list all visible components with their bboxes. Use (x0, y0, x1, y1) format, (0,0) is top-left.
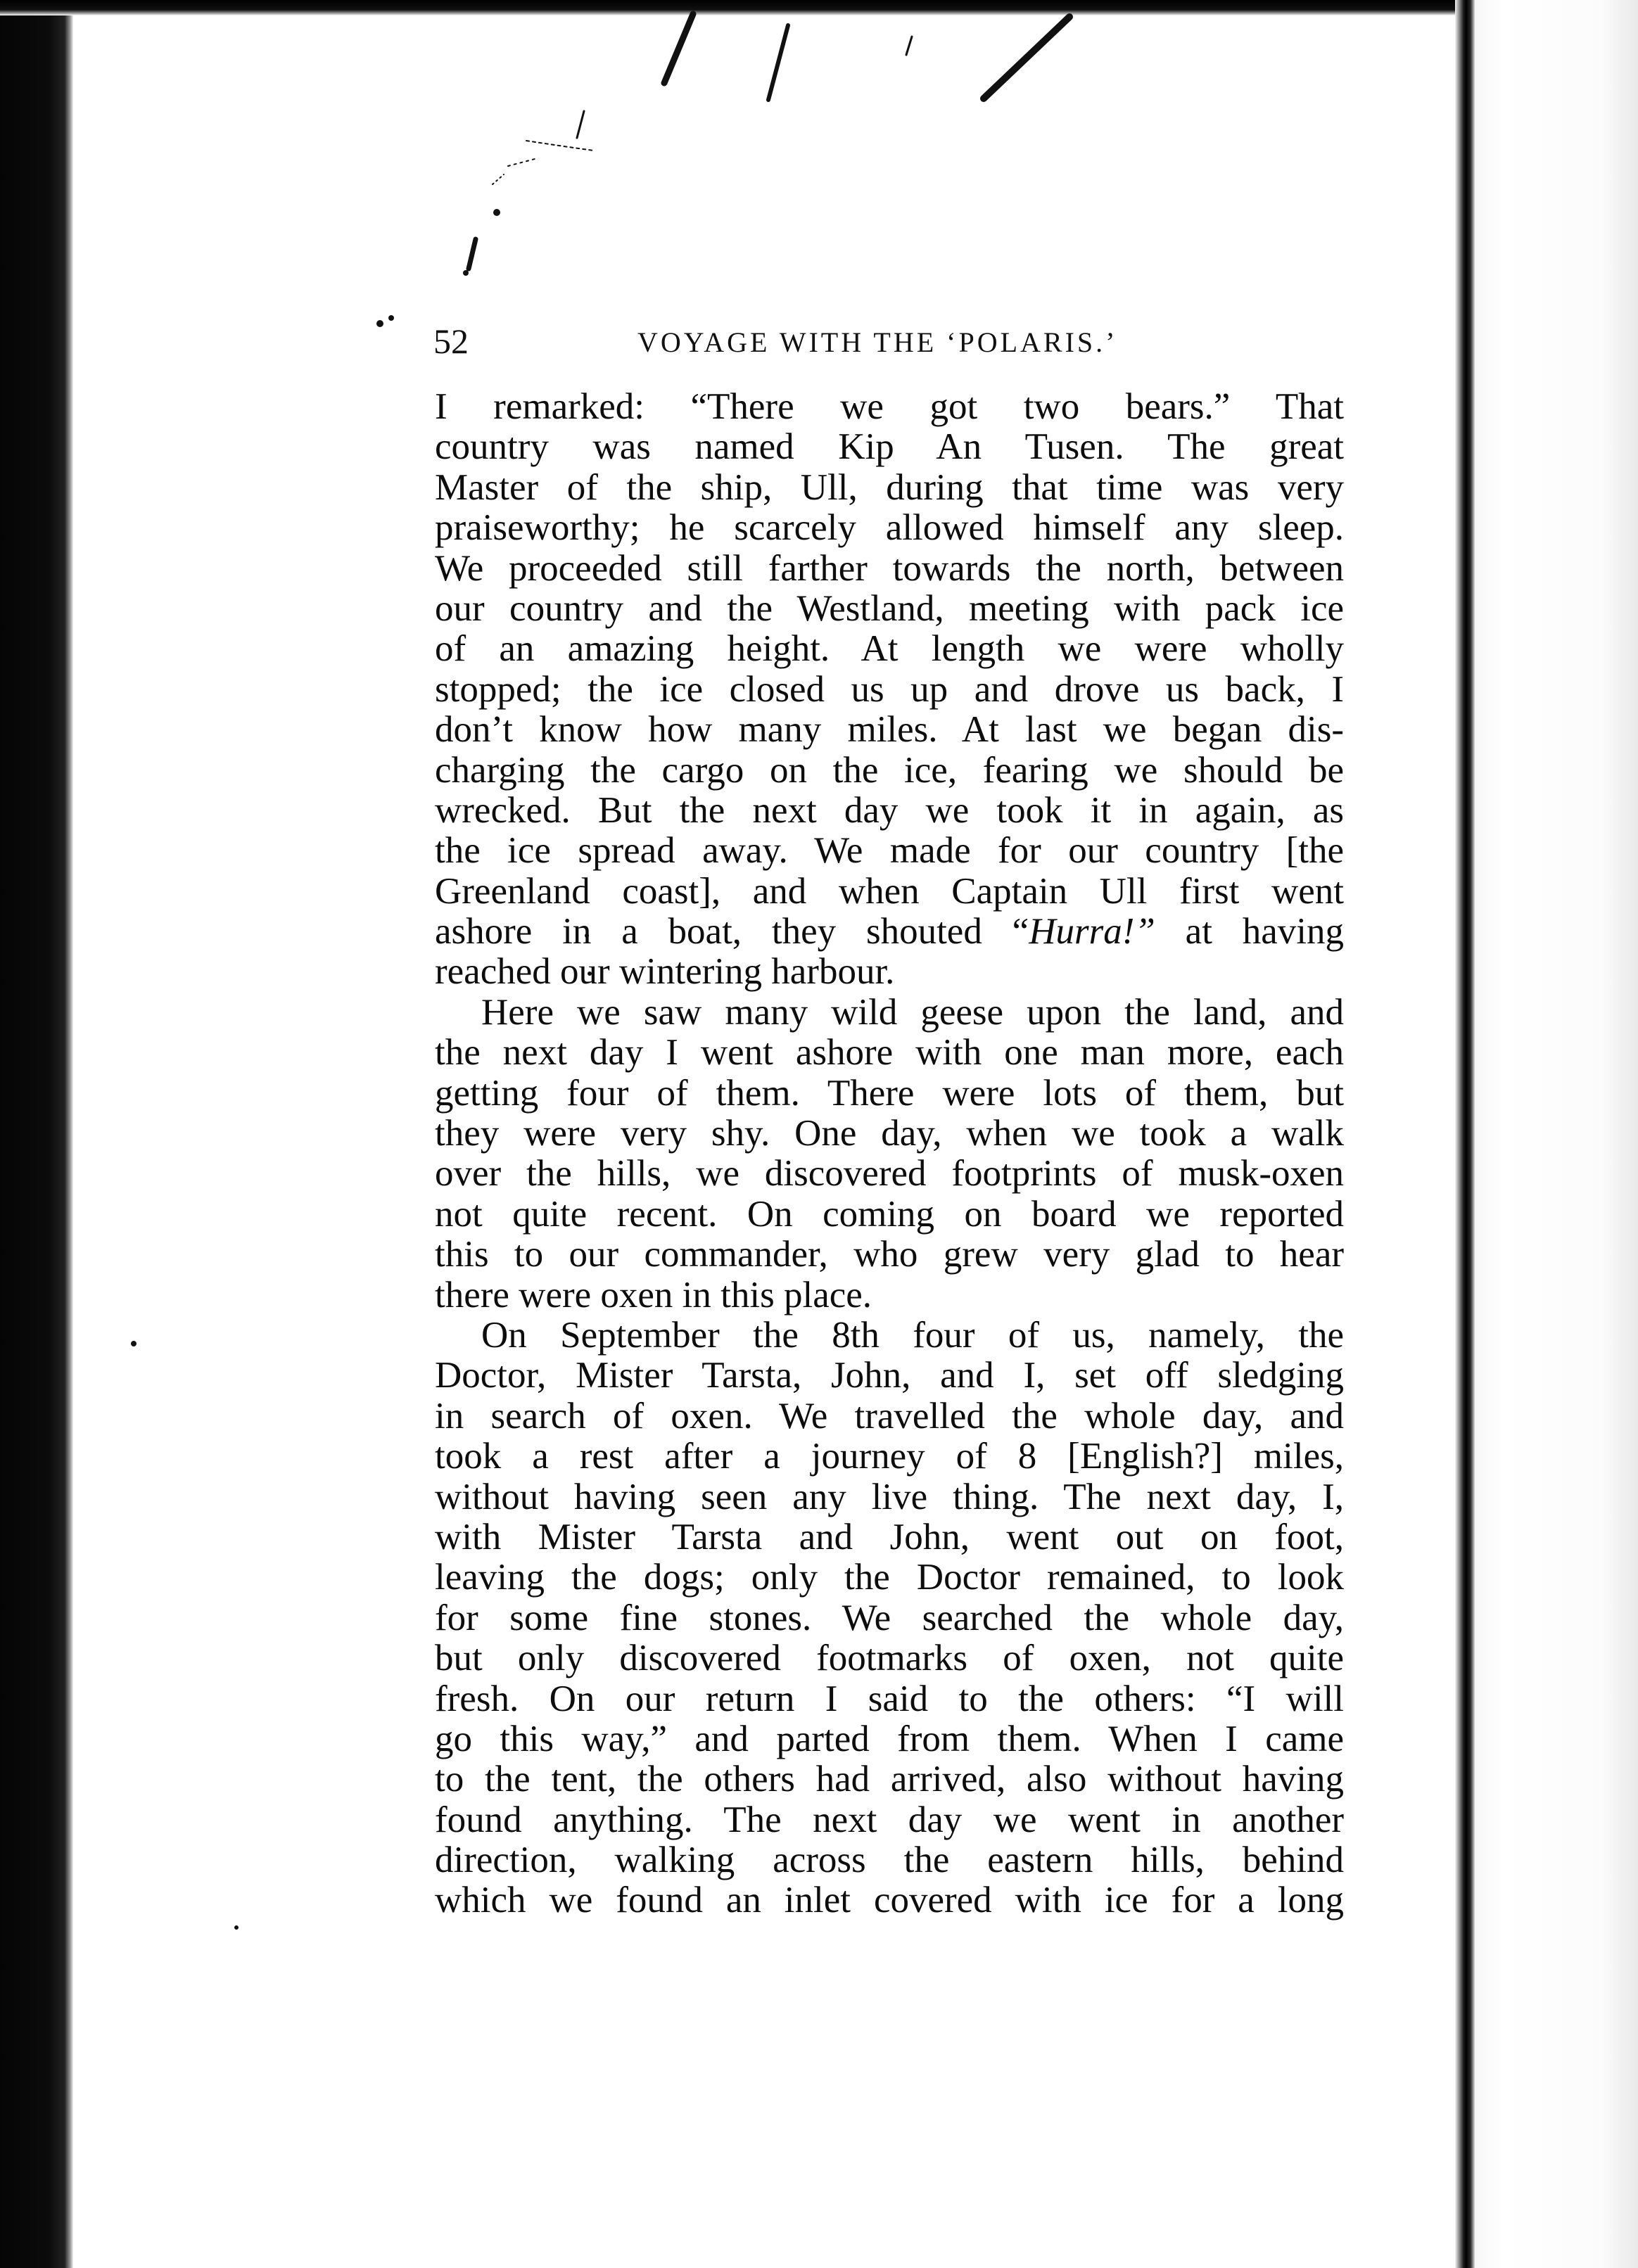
text-line: not quite recent. On coming on board we reported (435, 1194, 1344, 1235)
text-line: for some fine stones. We searched the whole day, (435, 1598, 1344, 1638)
body-text (435, 387, 1344, 1921)
text-line: don’t know how many miles. At last we began dis- (435, 710, 1344, 751)
text-line: stopped; the ice closed us up and drove us back, I (435, 669, 1344, 710)
text-line: leaving the dogs; only the Doctor remained, to look (435, 1557, 1344, 1598)
text-line: charging the cargo on the ice, fearing we should be (435, 750, 1344, 791)
text-line-with-italic (435, 912, 1344, 952)
text-line: getting four of them. There were lots of them, but (435, 1073, 1344, 1114)
text-line: which we found an inlet covered with ice for a long (435, 1880, 1344, 1921)
text-line: go this way,” and parted from them. When I came (435, 1719, 1344, 1759)
text-line: Greenland coast], and when Captain Ull first went (435, 871, 1344, 912)
text-line: praiseworthy; he scarcely allowed himself any sleep. (435, 508, 1344, 549)
italic-exclamation: Hurra!” (1029, 912, 1155, 953)
text-line: with Mister Tarsta and John, went out on foot, (435, 1517, 1344, 1557)
text-line: wrecked. But the next day we took it in again, as (435, 790, 1344, 831)
text-line: country was named Kip An Tusen. The great (435, 427, 1344, 468)
text-line: there were oxen in this place. (435, 1275, 872, 1315)
text-line: reached our wintering harbour. (435, 952, 895, 993)
text-line: our country and the Westland, meeting with pack ice (435, 588, 1344, 629)
text-line: but only discovered footmarks of oxen, not quite (435, 1638, 1344, 1679)
text-line: Master of the ship, Ull, during that time was very (435, 467, 1344, 508)
text-segment: at having (1155, 912, 1344, 953)
text-line: found anything. The next day we went in another (435, 1799, 1344, 1840)
running-head (433, 317, 1341, 366)
text-line: Doctor, Mister Tarsta, John, and I, set off sledging (435, 1356, 1344, 1396)
text-line: direction, walking across the eastern hills, behind (435, 1840, 1344, 1881)
text-line: the ice spread away. We made for our country [the (435, 831, 1344, 872)
text-line: of an amazing height. At length we were wholly (435, 629, 1344, 670)
text-line: the next day I went ashore with one man more, each (435, 1033, 1344, 1074)
running-title: VOYAGE WITH THE ‘POLARIS.’ (637, 326, 1118, 358)
paragraph-first-line: Here we saw many wild geese upon the land, and (481, 992, 1344, 1033)
text-line: this to our commander, who grew very glad to hear (435, 1235, 1344, 1275)
text-line: over the hills, we discovered footprints of musk-oxen (435, 1154, 1344, 1194)
text-line: to the tent, the others had arrived, also without having (435, 1759, 1344, 1800)
text-line: fresh. On our return I said to the others: “I will (435, 1678, 1344, 1719)
text-line: in search of oxen. We travelled the whole day, and (435, 1396, 1344, 1436)
text-line: took a rest after a journey of 8 [English?] miles, (435, 1436, 1344, 1477)
text-line: I remarked: “There we got two bears.” That (435, 387, 1344, 427)
text-line: We proceeded still farther towards the north, between (435, 548, 1344, 589)
text-line: without having seen any live thing. The next day, I, (435, 1477, 1344, 1517)
text-segment: ashore in a boat, they shouted “ (435, 912, 1029, 953)
paragraph-first-line: On September the 8th four of us, namely, the (481, 1315, 1344, 1356)
text-line: they were very shy. One day, when we took a walk (435, 1114, 1344, 1154)
page-number: 52 (433, 321, 469, 361)
